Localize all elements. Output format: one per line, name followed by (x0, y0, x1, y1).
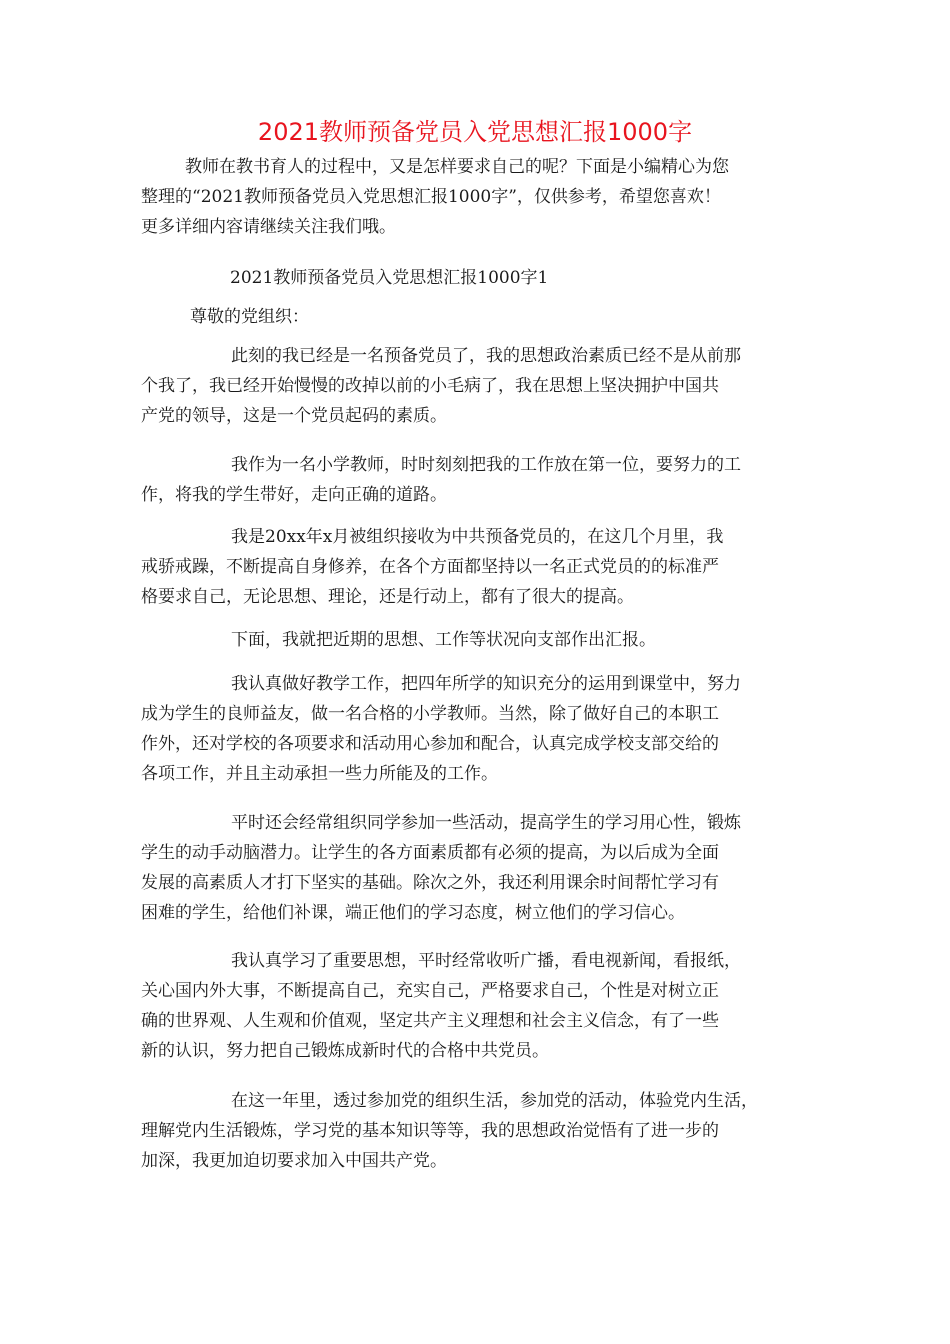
section-subheading: 2021教师预备党员入党思想汇报1000字1 (230, 268, 549, 288)
body-paragraph-8 (141, 1086, 831, 1176)
paragraph-line: 戒骄戒躁，不断提高自身修养，在各个方面都坚持以一名正式党员的的标准严 (141, 557, 719, 577)
paragraph-line: 产党的领导，这是一个党员起码的素质。 (141, 406, 447, 426)
body-paragraph-3 (141, 522, 831, 612)
paragraph-line: 作外，还对学校的各项要求和活动用心参加和配合，认真完成学校支部交给的 (141, 734, 719, 754)
paragraph-line: 我认真学习了重要思想，平时经常收听广播，看电视新闻，看报纸， (231, 951, 741, 971)
paragraph-line: 我作为一名小学教师，时时刻刻把我的工作放在第一位，要努力的工 (231, 455, 741, 475)
paragraph-line: 各项工作，并且主动承担一些力所能及的工作。 (141, 764, 498, 784)
intro-paragraph (141, 152, 831, 242)
paragraph-line: 新的认识，努力把自己锻炼成新时代的合格中共党员。 (141, 1041, 549, 1061)
paragraph-line: 困难的学生，给他们补课，端正他们的学习态度，树立他们的学习信心。 (141, 903, 685, 923)
paragraph-line: 成为学生的良师益友，做一名合格的小学教师。当然，除了做好自己的本职工 (141, 704, 719, 724)
paragraph-line: 在这一年里，透过参加党的组织生活，参加党的活动，体验党内生活， (231, 1091, 758, 1111)
body-paragraph-7 (141, 946, 831, 1066)
paragraph-line: 加深，我更加迫切要求加入中国共产党。 (141, 1151, 447, 1171)
body-paragraph-1 (141, 341, 831, 431)
paragraph-line: 我认真做好教学工作，把四年所学的知识充分的运用到课堂中，努力 (231, 674, 741, 694)
body-paragraph-5 (141, 669, 831, 789)
body-paragraph-6 (141, 808, 831, 928)
paragraph-line: 发展的高素质人才打下坚实的基础。除次之外，我还利用课余时间帮忙学习有 (141, 873, 719, 893)
paragraph-line: 个我了，我已经开始慢慢的改掉以前的小毛病了，我在思想上坚决拥护中国共 (141, 376, 719, 396)
paragraph-line: 我是20xx年x月被组织接收为中共预备党员的，在这几个月里，我 (231, 527, 724, 547)
body-paragraph-2 (141, 450, 831, 510)
paragraph-line: 理解党内生活锻炼，学习党的基本知识等等，我的思想政治觉悟有了进一步的 (141, 1121, 719, 1141)
paragraph-line: 格要求自己，无论思想、理论，还是行动上，都有了很大的提高。 (141, 587, 634, 607)
intro-line: 整理的“2021教师预备党员入党思想汇报1000字”，仅供参考，希望您喜欢！ (141, 187, 721, 207)
paragraph-line: 确的世界观、人生观和价值观，坚定共产主义理想和社会主义信念，有了一些 (141, 1011, 719, 1031)
document-title: 2021教师预备党员入党思想汇报1000字 (257, 118, 693, 146)
salutation: 尊敬的党组织： (190, 307, 309, 327)
intro-line: 教师在教书育人的过程中，又是怎样要求自己的呢？下面是小编精心为您 (185, 157, 729, 177)
paragraph-line: 学生的动手动脑潜力。让学生的各方面素质都有必须的提高，为以后成为全面 (141, 843, 719, 863)
body-paragraph-4 (141, 625, 831, 655)
paragraph-line: 关心国内外大事，不断提高自己，充实自己，严格要求自己，个性是对树立正 (141, 981, 719, 1001)
paragraph-line: 作，将我的学生带好，走向正确的道路。 (141, 485, 447, 505)
paragraph-line: 此刻的我已经是一名预备党员了，我的思想政治素质已经不是从前那 (231, 346, 741, 366)
intro-line: 更多详细内容请继续关注我们哦。 (141, 217, 396, 237)
paragraph-line: 下面，我就把近期的思想、工作等状况向支部作出汇报。 (231, 630, 656, 650)
paragraph-line: 平时还会经常组织同学参加一些活动，提高学生的学习用心性，锻炼 (231, 813, 741, 833)
